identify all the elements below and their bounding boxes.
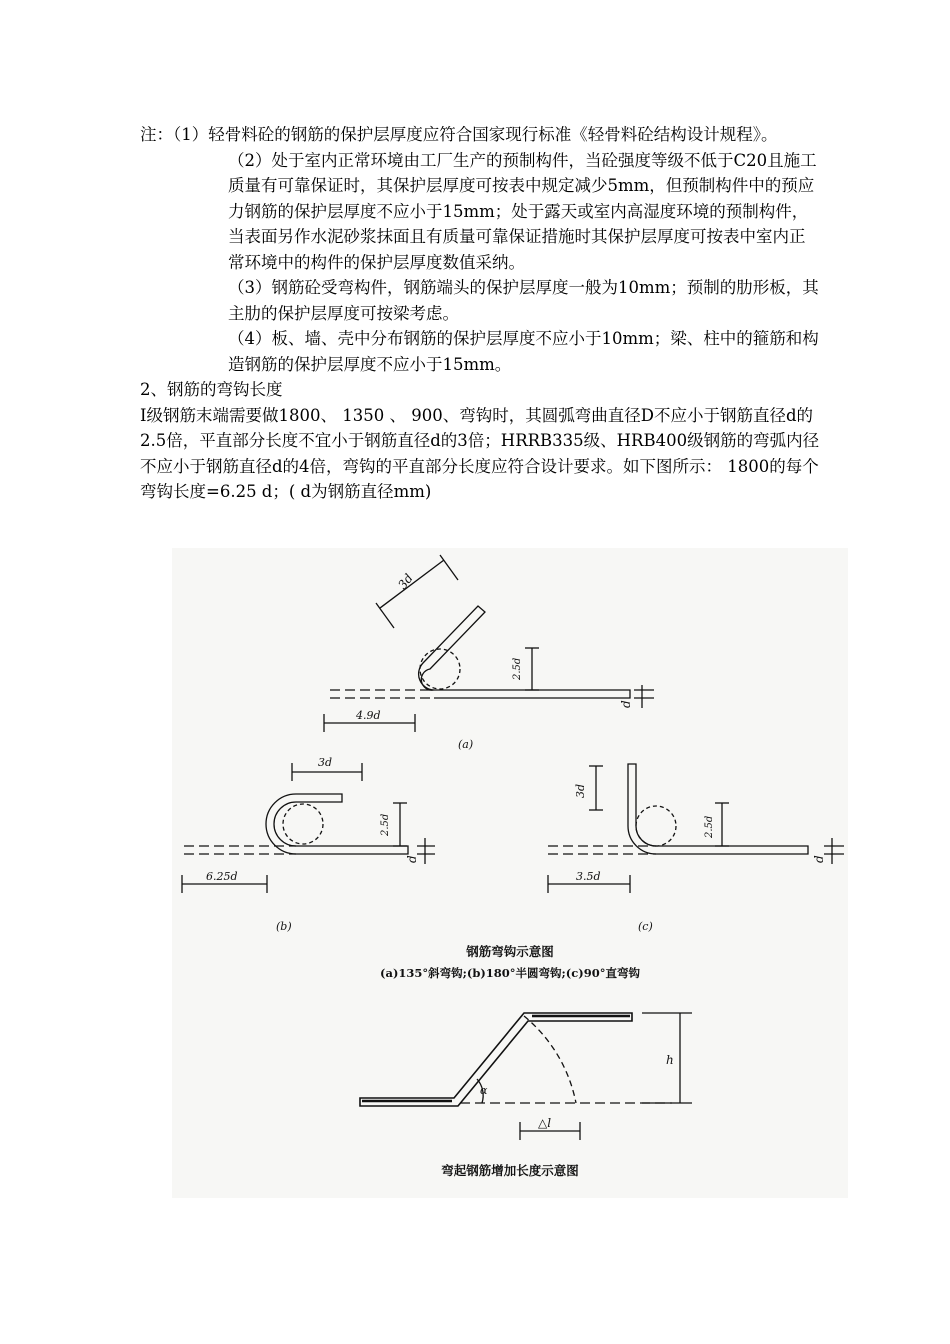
hook-a-diagram — [324, 555, 654, 732]
note-3: （3）钢筋砼受弯构件，钢筋端头的保护层厚度一般为10mm；预制的肋形板，其主肋的保护层厚度可按梁考虑。 — [228, 278, 819, 323]
caption-c: (c) — [638, 920, 653, 933]
rebar-hook-drawing — [172, 548, 848, 1198]
label-c-3d: 3d — [574, 783, 587, 798]
label-b-6-25d: 6.25d — [206, 870, 238, 883]
label-b-2-5d: 2.5d — [380, 813, 391, 836]
label-b-3d: 3d — [318, 756, 333, 769]
label-a-d: d — [619, 700, 633, 708]
caption-a: (a) — [458, 738, 474, 751]
note-2: （2）处于室内正常环境由工厂生产的预制构件，当砼强度等级不低于C20且施工质量有可靠保证时，其保护层厚度可按表中规定减少5mm，但预制构件中的预应力钢筋的保护层厚度不应小于15mm；处于露天或室内高湿度环境的预制构件，当表面另作水泥砂浆抹面且有质量可靠保证措施时其保护层厚度可按表中室内正常环境中的构件的保护层厚度数值采纳。 — [228, 150, 817, 272]
label-c-d: d — [812, 855, 826, 863]
label-a-4-9d: 4.9d — [356, 709, 381, 722]
figure2-title: 弯起钢筋增加长度示意图 — [441, 1163, 579, 1178]
label-b-d: d — [405, 855, 419, 863]
label-c-2-5d: 2.5d — [704, 815, 715, 838]
caption-b: (b) — [276, 920, 292, 933]
figure1-subtitle: (a)135°斜弯钩;(b)180°半圆弯钩;(c)90°直弯钩 — [380, 966, 640, 980]
label-delta-l: △l — [538, 1116, 552, 1130]
label-h: h — [666, 1053, 674, 1067]
label-alpha: α — [480, 1084, 488, 1097]
note-4: （4）板、墙、壳中分布钢筋的保护层厚度不应小于10mm；梁、柱中的箍筋和构造钢筋的保护层厚度不应小于15mm。 — [228, 329, 819, 374]
text-block — [140, 122, 820, 505]
rebar-hook-figure — [172, 548, 848, 1198]
bent-bar-diagram — [360, 1013, 692, 1140]
note-1: 注：（1）轻骨料砼的钢筋的保护层厚度应符合国家现行标准《轻骨料砼结构设计规程》。 — [140, 125, 778, 144]
figure1-title: 钢筋弯钩示意图 — [466, 944, 554, 959]
hook-paragraph: Ⅰ级钢筋末端需要做1800、 1350 、 900、弯钩时，其圆弧弯曲直径D不应小于钢筋直径d的2.5倍，平直部分长度不宜小于钢筋直径d的3倍；HRRB335级、HRB400级钢筋的弯弧内径不应小于钢筋直径d的4倍，弯钩的平直部分长度应符合设计要求。如下图所示： 1800的每个弯钩长度=6.25 d；( d为钢筋直径mm) — [140, 405, 820, 501]
section-heading: 2、钢筋的弯钩长度 — [140, 380, 283, 399]
label-a-3d: 3d — [395, 571, 416, 592]
label-a-2-5d: 2.5d — [512, 657, 523, 680]
label-c-3-5d: 3.5d — [576, 870, 601, 883]
